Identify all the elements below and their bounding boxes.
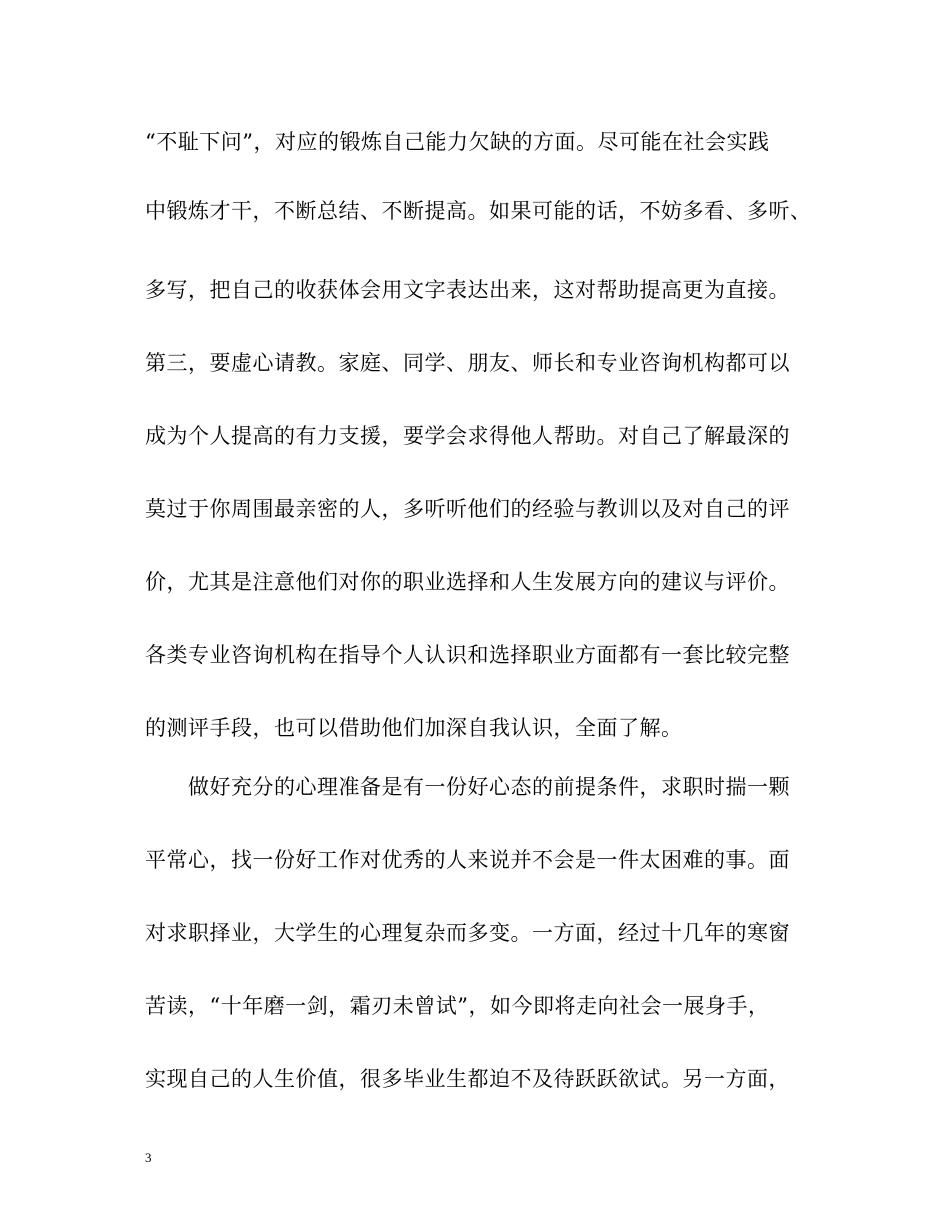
text-line: 第三，要虚心请教。家庭、同学、朋友、师长和专业咨询机构都可以	[145, 351, 790, 375]
text-line: 苦读，“十年磨一剑，霜刃未曾试”，如今即将走向社会一展身手，	[145, 994, 770, 1018]
text-line: 的测评手段，也可以借助他们加深自我认识，全面了解。	[145, 716, 683, 740]
text-line: 中锻炼才干，不断总结、不断提高。如果可能的话，不妨多看、多听、	[145, 199, 812, 223]
text-line: 成为个人提高的有力支援，要学会求得他人帮助。对自己了解最深的	[145, 424, 790, 448]
text-line: 莫过于你周围最亲密的人，多听听他们的经验与教训以及对自己的评	[145, 497, 790, 521]
text-line: 对求职择业，大学生的心理复杂而多变。一方面，经过十几年的寒窗	[145, 921, 790, 945]
paragraph-first-line: 做好充分的心理准备是有一份好心态的前提条件，求职时揣一颗	[188, 775, 790, 799]
page-number: 3	[145, 1150, 152, 1165]
text-line: 各类专业咨询机构在指导个人认识和选择职业方面都有一套比较完整	[145, 643, 790, 667]
text-line: “不耻下问”，对应的锻炼自己能力欠缺的方面。尽可能在社会实践	[145, 130, 770, 154]
text-line: 平常心，找一份好工作对优秀的人来说并不会是一件太困难的事。面	[145, 848, 790, 872]
text-line: 多写，把自己的收获体会用文字表达出来，这对帮助提高更为直接。	[145, 278, 790, 302]
text-line: 价，尤其是注意他们对你的职业选择和人生发展方向的建议与评价。	[145, 570, 790, 594]
text-line: 实现自己的人生价值，很多毕业生都迫不及待跃跃欲试。另一方面，	[145, 1067, 790, 1091]
